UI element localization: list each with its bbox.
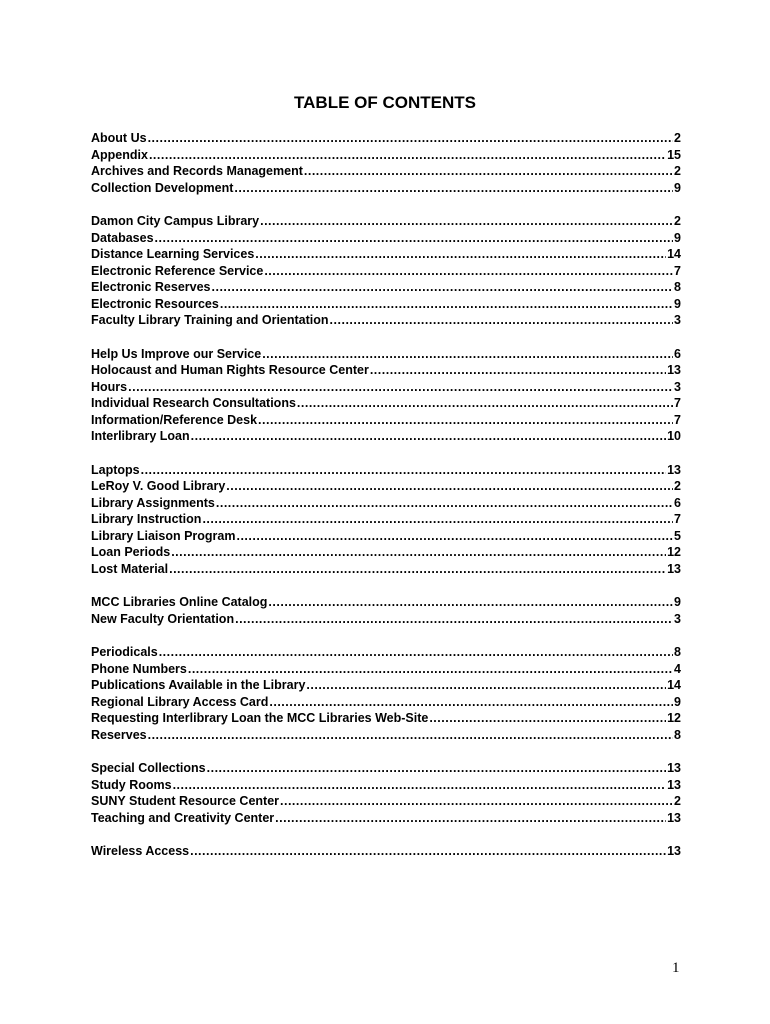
toc-entry-label: Loan Periods bbox=[91, 545, 171, 559]
toc-entry[interactable] bbox=[91, 163, 681, 180]
toc-entry-page: 14 bbox=[667, 247, 681, 261]
toc-group bbox=[91, 346, 681, 445]
toc-dot-leader bbox=[306, 677, 666, 694]
toc-entry-label: Lost Material bbox=[91, 561, 169, 576]
toc-entry-page: 13 bbox=[667, 363, 681, 377]
toc-entry[interactable] bbox=[91, 528, 681, 545]
toc-entry[interactable] bbox=[91, 561, 681, 578]
toc-entry-label: Distance Learning Services bbox=[91, 247, 255, 261]
toc-entry-label: About Us bbox=[91, 131, 147, 145]
toc-entry-page: 2 bbox=[674, 479, 681, 493]
toc-dot-leader bbox=[236, 528, 673, 545]
toc-dot-leader bbox=[370, 362, 666, 379]
toc-entry-label: Electronic Resources bbox=[91, 296, 219, 311]
toc-entry[interactable] bbox=[91, 379, 681, 396]
toc-entry-label: Study Rooms bbox=[91, 777, 172, 792]
toc-entry[interactable] bbox=[91, 544, 681, 561]
toc-entry-page: 8 bbox=[674, 727, 681, 742]
toc-group bbox=[91, 462, 681, 578]
toc-dot-leader bbox=[141, 462, 666, 479]
toc-entry-label: Phone Numbers bbox=[91, 661, 187, 676]
toc-dot-leader bbox=[280, 793, 673, 810]
toc-entry[interactable] bbox=[91, 710, 681, 727]
toc-entry-label: Electronic Reference Service bbox=[91, 263, 264, 278]
toc-entry[interactable] bbox=[91, 147, 681, 164]
toc-group bbox=[91, 213, 681, 329]
toc-entry-label: Electronic Reserves bbox=[91, 280, 211, 294]
toc-group bbox=[91, 644, 681, 743]
toc-dot-leader bbox=[429, 710, 666, 727]
toc-entry-page: 9 bbox=[674, 180, 681, 195]
toc-dot-leader bbox=[269, 694, 673, 711]
toc-entry-label: Teaching and Creativity Center bbox=[91, 810, 275, 825]
toc-entry-label: Individual Research Consultations bbox=[91, 396, 296, 410]
toc-entry[interactable] bbox=[91, 611, 681, 628]
toc-entry-label: SUNY Student Resource Center bbox=[91, 794, 280, 808]
toc-entry-label: Archives and Records Management bbox=[91, 164, 303, 178]
toc-entry[interactable] bbox=[91, 677, 681, 694]
toc-entry-label: Publications Available in the Library bbox=[91, 678, 306, 692]
toc-dot-leader bbox=[212, 279, 674, 296]
toc-entry[interactable] bbox=[91, 777, 681, 794]
toc-entry[interactable] bbox=[91, 346, 681, 363]
toc-entry-page: 2 bbox=[674, 214, 681, 228]
toc-dot-leader bbox=[128, 379, 673, 396]
toc-dot-leader bbox=[226, 478, 673, 495]
toc-entry-page: 2 bbox=[674, 131, 681, 145]
toc-entry-label: Hours bbox=[91, 379, 128, 394]
toc-entry-page: 3 bbox=[674, 379, 681, 394]
toc-dot-leader bbox=[268, 594, 673, 611]
toc-entry-page: 10 bbox=[667, 429, 681, 443]
toc-entry-label: Regional Library Access Card bbox=[91, 694, 269, 709]
toc-dot-leader bbox=[207, 760, 666, 777]
toc-entry[interactable] bbox=[91, 462, 681, 479]
toc-entry-page: 13 bbox=[667, 462, 681, 477]
toc-entry-label: New Faculty Orientation bbox=[91, 611, 235, 626]
toc-entry[interactable] bbox=[91, 213, 681, 230]
toc-entry[interactable] bbox=[91, 843, 681, 860]
toc-dot-leader bbox=[149, 147, 666, 164]
toc-dot-leader bbox=[159, 644, 673, 661]
toc-entry-page: 8 bbox=[674, 280, 681, 294]
toc-entry[interactable] bbox=[91, 495, 681, 512]
toc-entry[interactable] bbox=[91, 180, 681, 197]
toc-entry[interactable] bbox=[91, 362, 681, 379]
toc-dot-leader bbox=[191, 428, 666, 445]
toc-dot-leader bbox=[297, 395, 673, 412]
toc-entry[interactable] bbox=[91, 760, 681, 777]
toc-entry[interactable] bbox=[91, 478, 681, 495]
toc-entry-label: Collection Development bbox=[91, 180, 234, 195]
toc-dot-leader bbox=[235, 611, 673, 628]
toc-entry[interactable] bbox=[91, 793, 681, 810]
toc-dot-leader bbox=[171, 544, 666, 561]
toc-entry[interactable] bbox=[91, 694, 681, 711]
toc-entry-page: 15 bbox=[667, 147, 681, 162]
table-of-contents bbox=[91, 130, 681, 877]
toc-entry[interactable] bbox=[91, 644, 681, 661]
toc-entry-page: 9 bbox=[674, 694, 681, 709]
toc-dot-leader bbox=[169, 561, 666, 578]
toc-dot-leader bbox=[148, 130, 673, 147]
toc-entry-page: 9 bbox=[674, 230, 681, 245]
toc-entry-label: Special Collections bbox=[91, 761, 206, 775]
toc-entry-label: Damon City Campus Library bbox=[91, 214, 260, 228]
toc-entry-label: Interlibrary Loan bbox=[91, 429, 190, 443]
toc-entry-page: 2 bbox=[674, 794, 681, 808]
toc-entry-label: Library Assignments bbox=[91, 495, 215, 510]
toc-entry[interactable] bbox=[91, 727, 681, 744]
toc-entry-label: Faculty Library Training and Orientation bbox=[91, 313, 329, 327]
toc-dot-leader bbox=[148, 727, 673, 744]
toc-dot-leader bbox=[304, 163, 673, 180]
page-title: TABLE OF CONTENTS bbox=[294, 93, 476, 112]
toc-entry-page: 9 bbox=[674, 296, 681, 311]
toc-dot-leader bbox=[216, 495, 673, 512]
toc-entry[interactable] bbox=[91, 246, 681, 263]
toc-entry-page: 13 bbox=[667, 810, 681, 825]
page-number: 1 bbox=[672, 960, 680, 976]
toc-entry-page: 13 bbox=[667, 761, 681, 775]
toc-dot-leader bbox=[234, 180, 673, 197]
toc-entry-label: Library Instruction bbox=[91, 512, 202, 526]
toc-entry-label: Reserves bbox=[91, 727, 147, 742]
toc-entry[interactable] bbox=[91, 428, 681, 445]
toc-group bbox=[91, 843, 681, 860]
toc-entry-page: 14 bbox=[667, 678, 681, 692]
toc-entry[interactable] bbox=[91, 661, 681, 678]
toc-entry-label: Requesting Interlibrary Loan the MCC Libraries Web-Site bbox=[91, 711, 429, 725]
toc-group bbox=[91, 594, 681, 627]
toc-entry[interactable] bbox=[91, 395, 681, 412]
toc-entry-page: 3 bbox=[674, 313, 681, 327]
toc-dot-leader bbox=[260, 213, 673, 230]
toc-dot-leader bbox=[173, 777, 667, 794]
toc-entry-label: Periodicals bbox=[91, 645, 158, 659]
toc-entry[interactable] bbox=[91, 130, 681, 147]
toc-dot-leader bbox=[155, 230, 674, 247]
toc-entry-label: Wireless Access bbox=[91, 844, 190, 858]
toc-dot-leader bbox=[188, 661, 673, 678]
toc-entry-page: 7 bbox=[674, 512, 681, 526]
toc-entry-label: Appendix bbox=[91, 147, 148, 162]
toc-entry-label: Databases bbox=[91, 230, 154, 245]
toc-entry-page: 8 bbox=[674, 645, 681, 659]
toc-entry[interactable] bbox=[91, 511, 681, 528]
toc-entry-page: 13 bbox=[667, 777, 681, 792]
toc-entry-label: Laptops bbox=[91, 462, 140, 477]
toc-entry[interactable] bbox=[91, 412, 681, 429]
toc-entry-page: 2 bbox=[674, 164, 681, 178]
toc-entry-page: 7 bbox=[674, 263, 681, 278]
toc-entry-page: 7 bbox=[674, 412, 681, 427]
toc-dot-leader bbox=[258, 412, 673, 429]
toc-entry[interactable] bbox=[91, 810, 681, 827]
toc-entry-label: Holocaust and Human Rights Resource Center bbox=[91, 363, 369, 377]
toc-entry-page: 6 bbox=[674, 495, 681, 510]
toc-dot-leader bbox=[202, 511, 673, 528]
toc-entry-label: Library Liaison Program bbox=[91, 528, 236, 543]
toc-entry-page: 12 bbox=[667, 545, 681, 559]
toc-entry-page: 7 bbox=[674, 396, 681, 410]
toc-group bbox=[91, 130, 681, 196]
toc-entry-page: 12 bbox=[667, 711, 681, 725]
toc-entry[interactable] bbox=[91, 312, 681, 329]
toc-dot-leader bbox=[275, 810, 666, 827]
toc-entry[interactable] bbox=[91, 279, 681, 296]
toc-entry-page: 13 bbox=[667, 844, 681, 858]
toc-dot-leader bbox=[262, 346, 673, 363]
toc-dot-leader bbox=[264, 263, 673, 280]
toc-entry[interactable] bbox=[91, 263, 681, 280]
toc-entry-label: LeRoy V. Good Library bbox=[91, 479, 226, 493]
toc-entry-label: MCC Libraries Online Catalog bbox=[91, 595, 268, 609]
toc-entry-label: Information/Reference Desk bbox=[91, 412, 258, 427]
toc-entry[interactable] bbox=[91, 594, 681, 611]
toc-dot-leader bbox=[330, 312, 674, 329]
toc-entry-page: 13 bbox=[667, 561, 681, 576]
toc-entry-page: 3 bbox=[674, 611, 681, 626]
toc-dot-leader bbox=[190, 843, 666, 860]
toc-entry-page: 4 bbox=[674, 661, 681, 676]
toc-entry[interactable] bbox=[91, 296, 681, 313]
toc-dot-leader bbox=[255, 246, 666, 263]
toc-entry-page: 5 bbox=[674, 528, 681, 543]
toc-dot-leader bbox=[220, 296, 673, 313]
toc-group bbox=[91, 760, 681, 826]
toc-entry-label: Help Us Improve our Service bbox=[91, 346, 262, 361]
toc-entry-page: 9 bbox=[674, 595, 681, 609]
toc-entry[interactable] bbox=[91, 230, 681, 247]
toc-entry-page: 6 bbox=[674, 346, 681, 361]
